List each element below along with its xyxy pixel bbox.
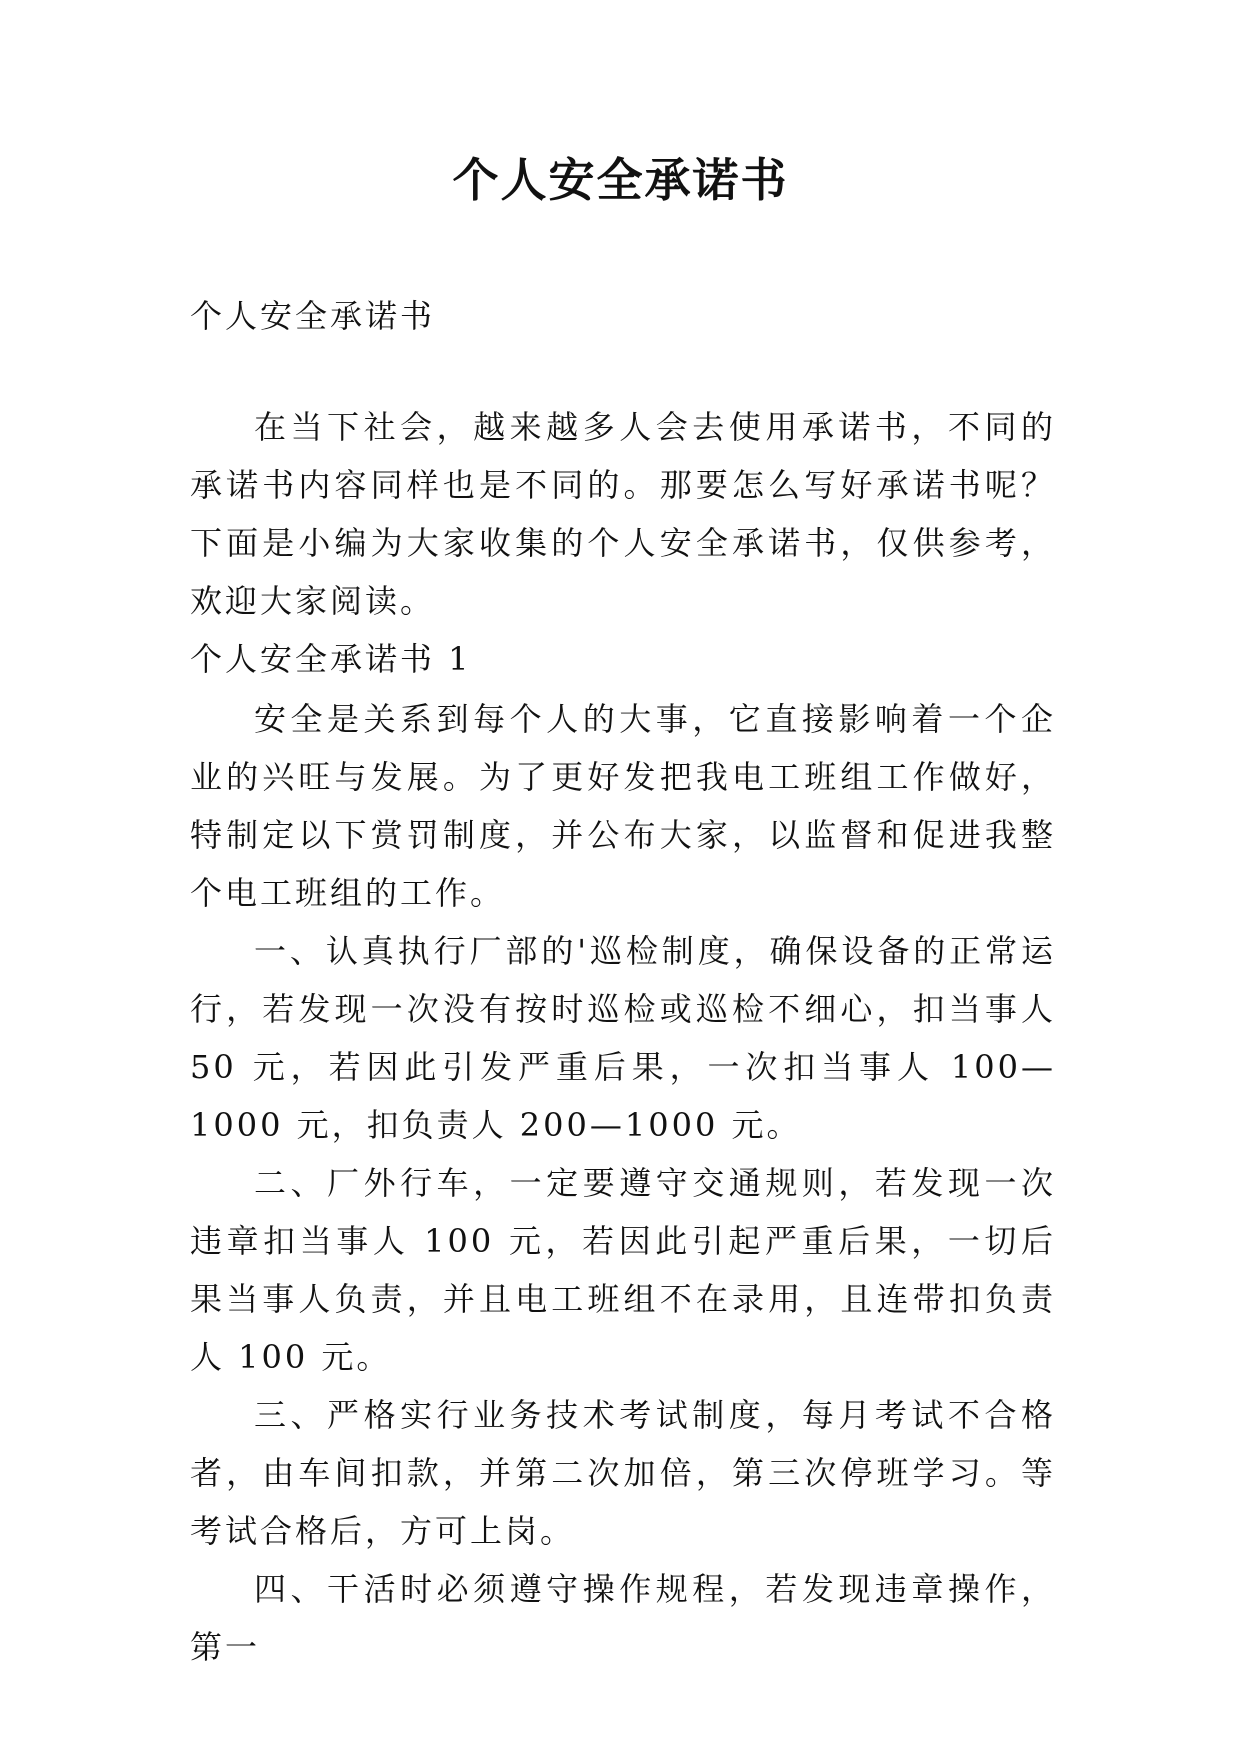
document-title: 个人安全承诺书 — [452, 153, 789, 207]
paragraph-1: 安全是关系到每个人的大事，它直接影响着一个企业的兴旺与发展。为了更好发把我电工班组工作做好，特制定以下赏罚制度，并公布大家，以监督和促进我整个电工班组的工作。 — [190, 700, 1056, 912]
section-body — [190, 690, 1056, 1676]
paragraph-2: 一、认真执行厂部的'巡检制度，确保设备的正常运行，若发现一次没有按时巡检或巡检不细心，扣当事人 50 元，若因此引发严重后果，一次扣当事人 100—1000 元，扣负责人 200—1000 元。 — [190, 932, 1056, 1144]
subtitle-text: 个人安全承诺书 — [190, 297, 436, 335]
intro-text: 在当下社会，越来越多人会去使用承诺书，不同的承诺书内容同样也是不同的。那要怎么写好承诺书呢？下面是小编为大家收集的个人安全承诺书，仅供参考，欢迎大家阅读。 — [190, 408, 1056, 620]
section-heading-text: 个人安全承诺书 1 — [190, 640, 472, 678]
document-subtitle — [190, 287, 1056, 345]
paragraph-5: 四、干活时必须遵守操作规程，若发现违章操作，第一 — [190, 1570, 1056, 1666]
section-heading — [190, 630, 1056, 688]
intro-paragraph — [190, 398, 1056, 630]
paragraph-4: 三、严格实行业务技术考试制度，每月考试不合格者，由车间扣款，并第二次加倍，第三次停班学习。等考试合格后，方可上岗。 — [190, 1396, 1056, 1550]
paragraph-3: 二、厂外行车，一定要遵守交通规则，若发现一次违章扣当事人 100 元，若因此引起严重后果，一切后果当事人负责，并且电工班组不在录用，且连带扣负责人 100 元。 — [190, 1164, 1056, 1376]
